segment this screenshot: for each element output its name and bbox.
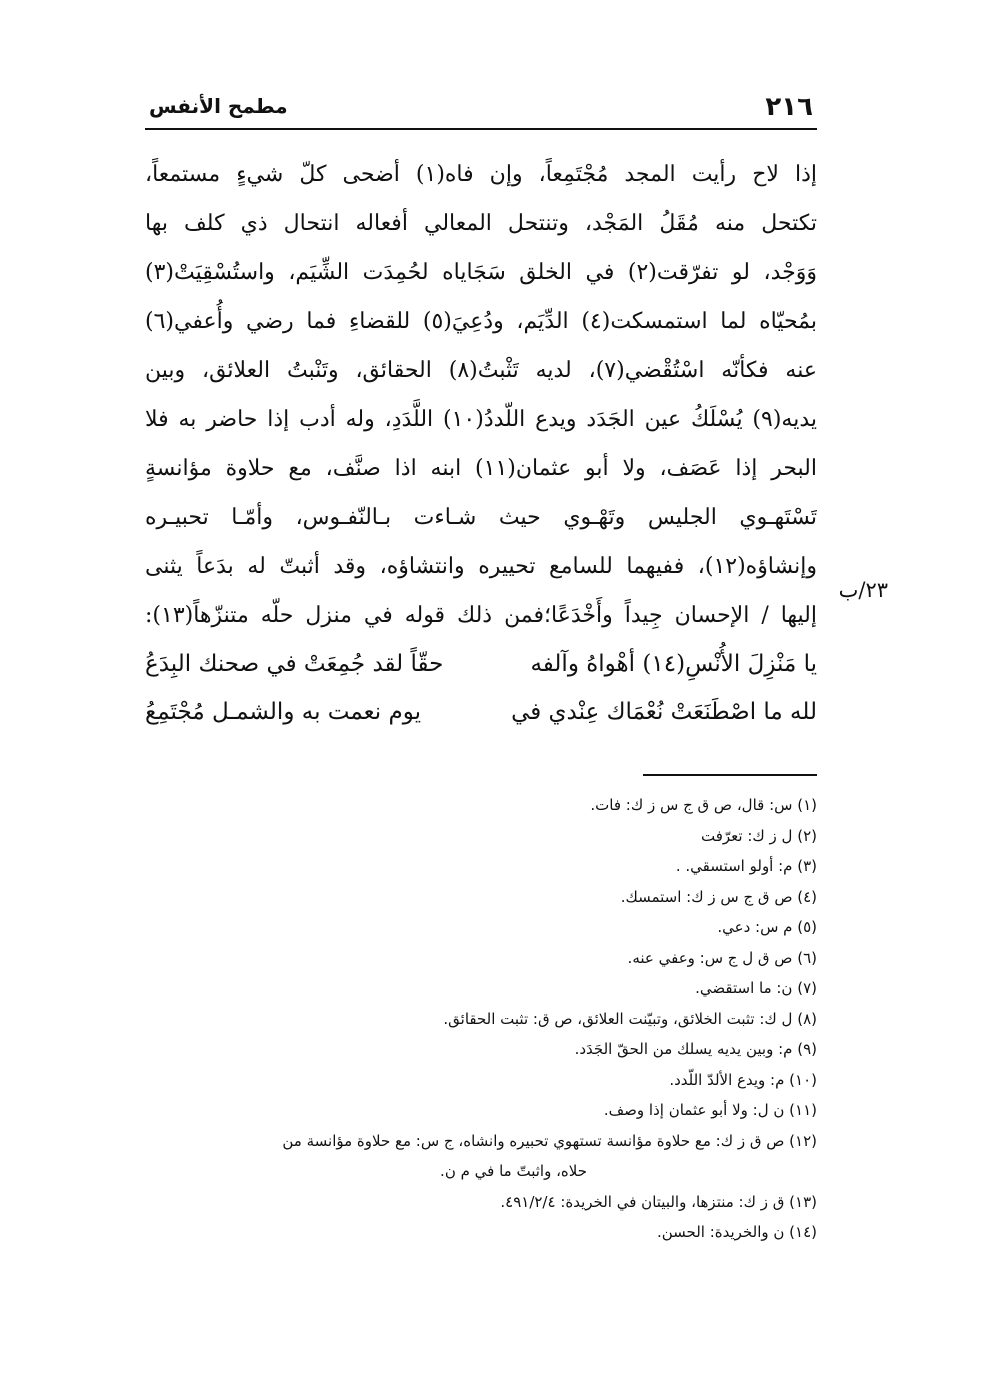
footnote: (٧) ن: ما استقضي. xyxy=(695,979,817,997)
text-line: البحر إذا عَصَف، ولا أبو عثمان(١١) ابنه اذا صنَّف، مع حلاوة مؤانسةٍ xyxy=(145,456,817,481)
text-line: يديه(٩) يُسْلَكُ عين الجَدَد ويدع اللّددُ(١٠) اللَّدَدِ، وله أدب إذا حاضر به فلا xyxy=(145,407,817,432)
second-hemistich: يوم نعمت به والشمـل مُجْتَمِعُ xyxy=(145,699,421,725)
text-line: بمُحيّاه لما استمسكت(٤) الدِّيَم، ودُعِيَ(٥) للقضاءِ فما رضي وأُعفي(٦) xyxy=(145,309,817,334)
poem-verse xyxy=(145,640,817,688)
text-line: تَسْتَهـوي الجليس وتَهْـوي حيث شـاءت بـالنّفـوس، وأمّـا تحبيـره xyxy=(145,505,817,530)
first-hemistich: يا مَنْزِلَ الأُنْسِ(١٤) أهْواهُ وآلفه xyxy=(530,651,817,677)
footnote: (٩) م: وبين يديه يسلك من الحقّ الجَدَد. xyxy=(574,1040,817,1058)
footnote: (١) س: قال، ص ق ج س ز ك: فات. xyxy=(590,796,817,814)
text-line: وَوَجْد، لو تفرّقت(٢) في الخلق سَجَاياه لحُمِدَت الشِّيَم، واستُسْقِيَتْ(٣) xyxy=(145,260,817,285)
text-line: تكتحل منه مُقَلُ المَجْد، وتنتحل المعالي أفعاله انتحال ذي كلف بها xyxy=(145,211,817,236)
footnote: (٤) ص ق ج س ز ك: استمسك. xyxy=(620,887,817,906)
text-line: إذا لاح رأيت المجد مُجْتَمِعاً، وإن فاه(١) أضحى كلّ شيءٍ مستمعاً، xyxy=(145,162,817,187)
footnote: (٢) ل ز ك: تعرّفت xyxy=(701,826,817,845)
footnote: (٥) م س: دعي. xyxy=(717,918,817,936)
text-line: إليها / الإحسان جِيداً وأَخْدَعًا؛فمن ذلك قوله في منزل حلّه متنزّهاً(١٣): xyxy=(145,603,817,628)
running-title: مطمح الأنفس xyxy=(149,94,288,118)
footnote-separator xyxy=(643,774,817,776)
page-number: ٢١٦ xyxy=(765,92,813,122)
first-hemistich: لله ما اصْطَنَعَتْ نُعْمَاك عِنْدي في xyxy=(511,699,817,725)
footnote: (١٣) ق ز ك: منتزها، والبيتان في الخريدة: ٤٩١/٢/٤. xyxy=(500,1192,817,1211)
main-text xyxy=(145,150,817,640)
footnote: (١٢) ص ق ز ك: مع حلاوة مؤانسة تستهوي تحبيره وانشاه، ج س: مع حلاوة مؤانسة من xyxy=(282,1131,817,1150)
text-line: عنه فكأنّه اسْتُقْضي(٧)، لديه تَثْبتُ(٨) الحقائق، وتَنْبتُ العلائق، وبين xyxy=(145,358,817,383)
poem-verse xyxy=(145,688,817,736)
footnote-continuation: حلاه، واثبتّ ما في م ن. xyxy=(440,1162,587,1180)
footnotes xyxy=(145,790,817,1248)
footnote: (١٠) م: ويدع الألدّ اللّدد. xyxy=(669,1070,817,1089)
footnote: (٨) ل ك: تثبت الخلائق، وتبيّنت العلائق، ص ق: تثبت الحقائق. xyxy=(443,1009,817,1028)
footnote: (٦) ص ق ل ج س: وعفي عنه. xyxy=(627,948,817,967)
manuscript-folio-note: ٢٣/ب xyxy=(838,578,888,602)
footnote: (١١) ن ل: ولا أبو عثمان إذا وصف. xyxy=(603,1101,817,1119)
page-header xyxy=(145,88,817,130)
footnote: (١٤) ن والخريدة: الحسن. xyxy=(656,1223,817,1241)
second-hemistich: حقّاً لقد جُمِعَتْ في صحنك البِدَعُ xyxy=(145,651,444,677)
text-line: وإنشاؤه(١٢)، ففيهما للسامع تحييره وانتشاؤه، وقد أثبتّ له بدَعاً يثنى xyxy=(145,554,817,579)
poem xyxy=(145,640,817,736)
footnote: (٣) م: أولو استسقي. . xyxy=(675,857,817,875)
